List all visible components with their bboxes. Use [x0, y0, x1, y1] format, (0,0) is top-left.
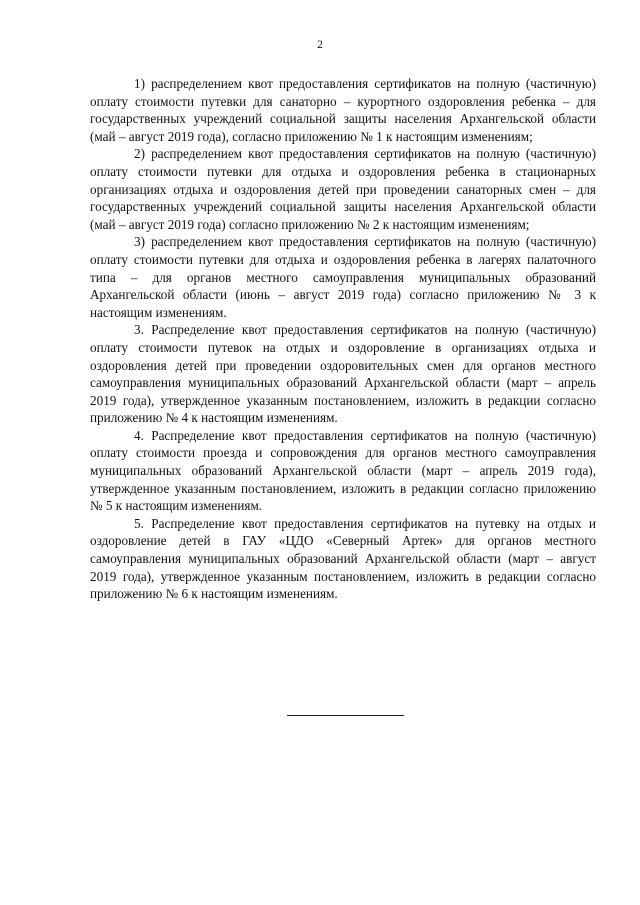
page-number: 2 — [317, 39, 323, 51]
paragraph-item-2: 2) распределением квот предоставления сертификатов на полную (частичную) оплату стоимости путевки для отдыха и оздоровления ребенка в стационарных организациях отдыха и оздоровления детей при проведении санаторных смен – для государственных учреждений социальной защиты населения Архангельской области (май – август 2019 года) согласно приложению № 2 к настоящим изменениям; — [90, 146, 596, 232]
paragraph-section-4: 4. Распределение квот предоставления сертификатов на полную (частичную) оплату стоимости проезда и сопровождения для органов местного самоуправления муниципальных образований Архангельской области (март – апрель 2019 года), утвержденное указанным постановлением, изложить в редакции согласно приложению № 5 к настоящим изменениям. — [90, 427, 596, 514]
document-body — [90, 75, 596, 603]
paragraph-section-3: 3. Распределение квот предоставления сертификатов на полную (частичную) оплату стоимости путевок на отдых и оздоровление в организациях отдыха и оздоровления детей при проведении оздоровительных смен для органов местного самоуправления муниципальных образований Архангельской области (март – апрель 2019 года), утвержденное указанным постановлением, изложить в редакции согласно приложению № 4 к настоящим изменениям. — [90, 322, 596, 426]
paragraph-section-5: 5. Распределение квот предоставления сертификатов на путевку на отдых и оздоровление детей в ГАУ «ЦДО «Северный Артек» для органов местного самоуправления муниципальных образований Архангельской области (март – август 2019 года), утвержденное указанным постановлением, изложить в редакции согласно приложению № 6 к настоящим изменениям. — [90, 515, 596, 602]
paragraph-item-3: 3) распределением квот предоставления сертификатов на полную (частичную) оплату стоимости путевки для отдыха и оздоровления ребенка в лагерях палаточного типа – для органов местного самоуправления муниципальных образований Архангельской области (июнь – август 2019 года) согласно приложению № 3 к настоящим изменениям. — [90, 234, 596, 320]
end-divider-line — [287, 715, 404, 716]
paragraph-item-1: 1) распределением квот предоставления сертификатов на полную (частичную) оплату стоимости путевки для санаторно – курортного оздоровления ребенка – для государственных учреждений социальной защиты населения Архангельской области (май – август 2019 года), согласно приложению № 1 к настоящим изменениям; — [90, 76, 596, 144]
